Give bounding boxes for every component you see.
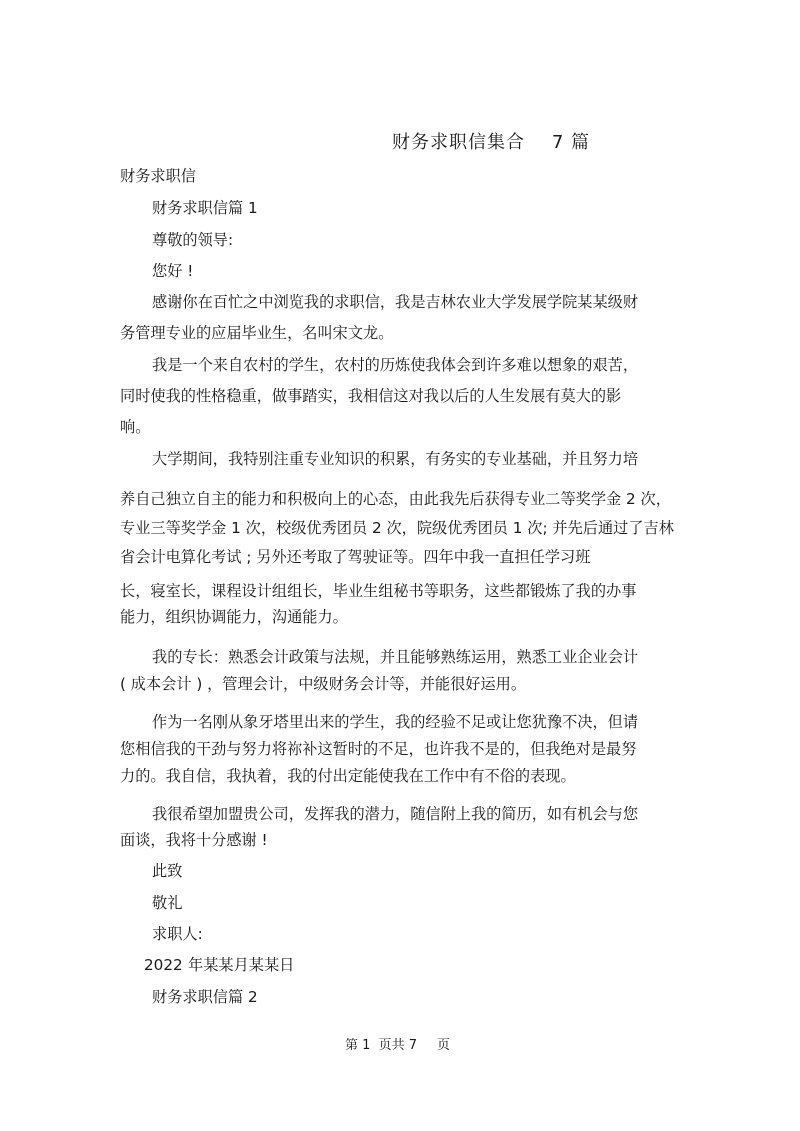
date-rest: 年某某月某某日 [188,956,295,974]
salutation: 尊敬的领导: [152,231,234,249]
closing-line: 此致 [152,862,183,880]
body-line: 省会计电算化考试 ; 另外还考取了驾驶证等。四年中我一直担任学习班 [120,548,591,566]
piece-heading: 财务求职信篇 1 [152,199,258,217]
body-line: 大学期间，我特别注重专业知识的积累，有务实的专业基础，并且努力培 [152,450,638,468]
body-line: 您相信我的干劲与努力将祢补这暂时的不足，也许我不是的，但我绝对是最努 [120,740,637,758]
section-heading: 财务求职信 [120,167,196,185]
body-line: ( 成本会计 ) ，管理会计，中级财务会计等，并能很好运用。 [120,675,527,693]
greeting: 您好 ! [152,262,194,280]
title-text: 财务求职信集合 7 篇 [392,132,591,153]
page-number-suffix: 页 [437,1038,451,1053]
body-line: 我的专长：熟悉会计政策与法规，并且能够熟练运用，熟悉工业企业会计 [152,648,638,666]
body-line: 响。 [120,418,151,436]
closing-line: 敬礼 [152,894,183,912]
body-line: 务管理专业的应届毕业生，名叫宋文龙。 [120,324,394,342]
body-line: 同时使我的性格稳重，做事踏实，我相信这对我以后的人生发展有莫大的影 [120,387,622,405]
body-line: 我是一个来自农村的学生，农村的历炼使我体会到许多难以想象的艰苦， [152,356,638,374]
body-line: 能力，组织协调能力，沟通能力。 [120,608,348,626]
body-line: 养自己独立自主的能力和积极向上的心态，由此我先后获得专业二等奖学金 2 次， [120,490,671,508]
body-line: 力的。我自信，我执着，我的付出定能使我在工作中有不俗的表现。 [120,767,576,785]
body-line: 我很希望加盟贵公司，发挥我的潜力，随信附上我的简历，如有机会与您 [152,805,638,823]
body-line: 专业三等奖学金 1 次，校级优秀团员 2 次，院级优秀团员 1 次; 并先后通过了吉林 [120,519,674,537]
date-year: 2022 [144,956,183,974]
signature-line: 求职人: [152,925,203,943]
body-line: 面谈，我将十分感谢 ! [120,831,268,849]
body-line: 长，寝室长，课程设计组组长，毕业生组秘书等职务，这些都锻炼了我的办事 [120,582,637,600]
body-line: 作为一名刚从象牙塔里出来的学生，我的经验不足或让您犹豫不决，但请 [152,713,638,731]
document-title [0,128,800,154]
page-number-label: 第 1 页共 7 [345,1038,418,1053]
body-line: 感谢你在百忙之中浏览我的求职信，我是吉林农业大学发展学院某某级财 [152,293,638,311]
next-piece-heading: 财务求职信篇 2 [152,988,258,1006]
